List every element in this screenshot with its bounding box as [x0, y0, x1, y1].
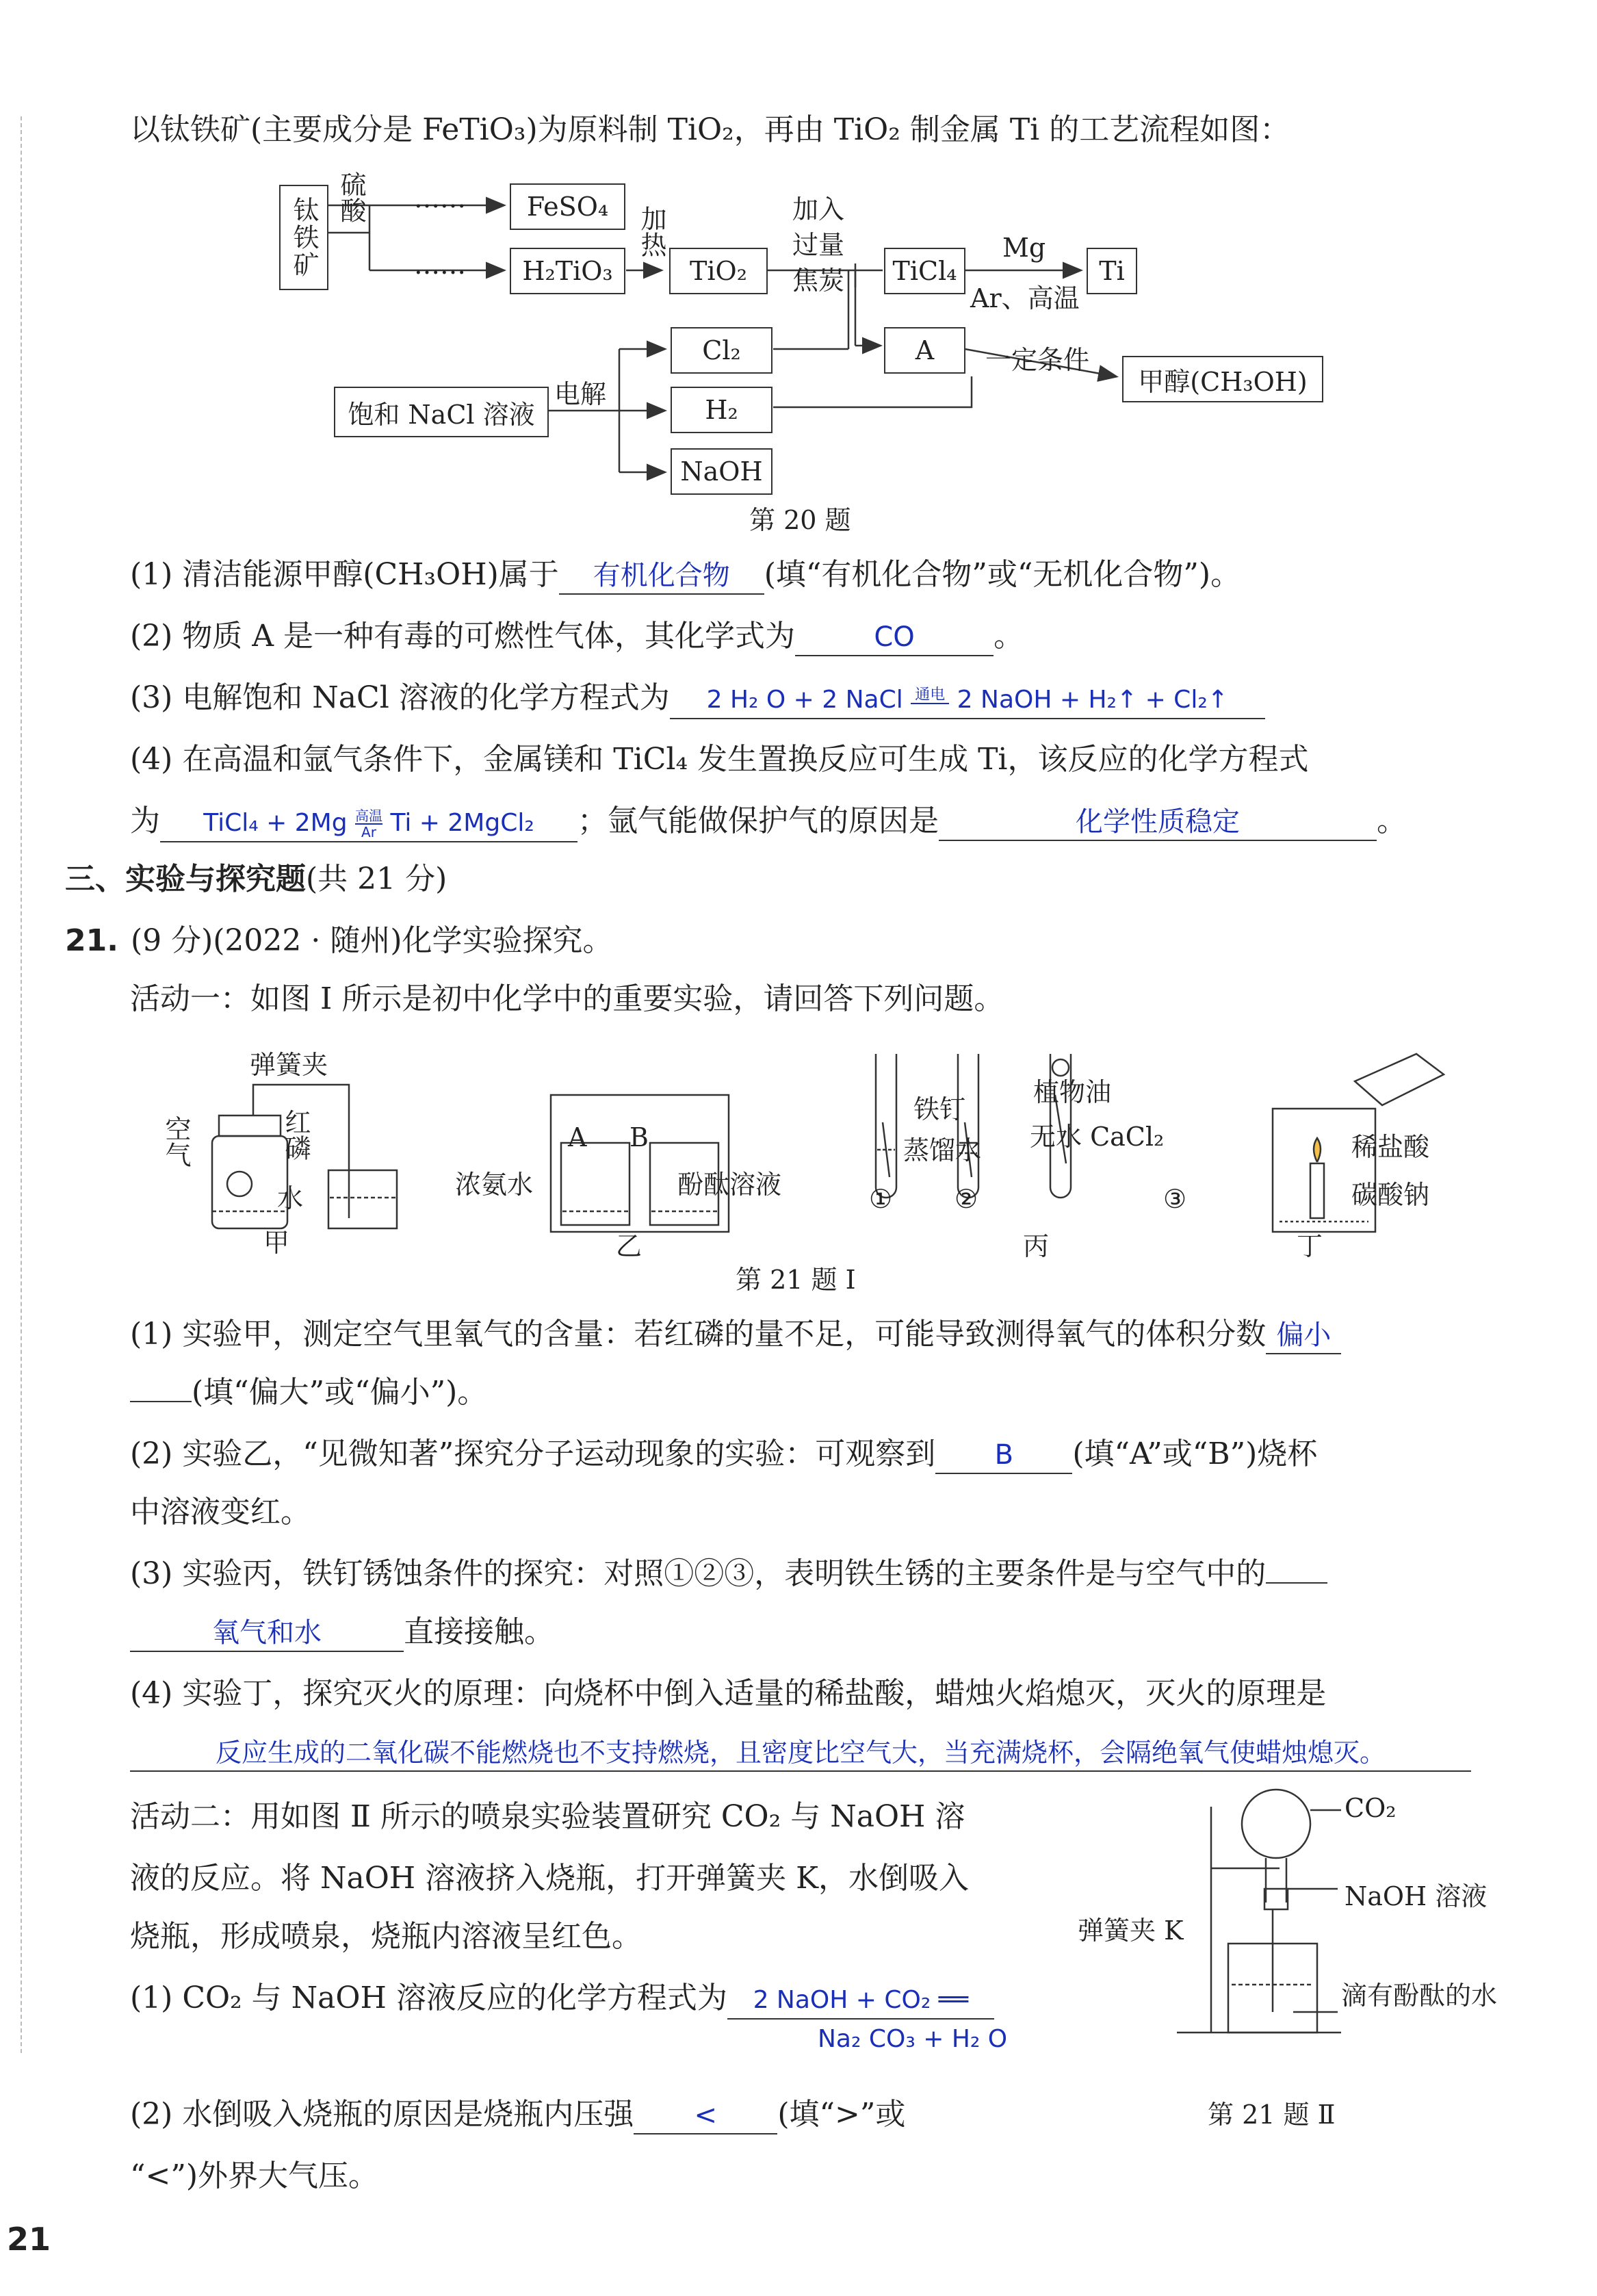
label-yi: 乙 [616, 1231, 642, 1261]
answer-q21-4: 反应生成的二氧化碳不能燃烧也不支持燃烧，且密度比空气大，当充满烧杯，会隔绝氧气使蜡烛熄灭。 [130, 1735, 1471, 1772]
label-tube-1: ① [869, 1184, 893, 1214]
label-acid: 硫酸 [336, 171, 366, 223]
q21-p1: (1) 实验甲，测定空气里氧气的含量：若红磷的量不足，可能导致测得氧气的体积分数 偏小 [130, 1314, 1341, 1355]
label-nail: 铁钉 [913, 1094, 966, 1124]
q21-a2-l2: “<”)外界大气压。 [130, 2158, 379, 2193]
label-hcl: 稀盐酸 [1351, 1132, 1430, 1162]
dots-1: …… [414, 183, 466, 214]
q21-p4: (4) 实验丁，探究灭火的原理：向烧杯中倒入适量的稀盐酸，蜡烛火焰熄灭，灭火的原理是 [130, 1676, 1327, 1711]
q21-a1: (1) CO₂ 与 NaOH 溶液反应的化学方程式为 2 NaOH + CO₂ ══ [130, 1978, 994, 2020]
box-nacl: 饱和 NaCl 溶液 [334, 387, 549, 437]
label-jia: 甲 [263, 1228, 290, 1258]
box-feso4: FeSO₄ [510, 183, 625, 230]
box-methanol: 甲醇(CH₃OH) [1122, 356, 1323, 402]
box-h2: H₂ [671, 387, 772, 433]
label-na2co3: 碳酸钠 [1351, 1180, 1430, 1210]
q21-act1: 活动一：如图 Ⅰ 所示是初中化学中的重要实验，请回答下列问题。 [130, 981, 1004, 1016]
q21-a2: (2) 水倒吸入烧瓶的原因是烧瓶内压强 < (填“>”或 [130, 2094, 905, 2135]
label-mg: Mg [1002, 233, 1046, 263]
label-spring-clip: 弹簧夹 [250, 1050, 328, 1080]
q20-p4-l1: (4) 在高温和氩气条件下，金属镁和 TiCl₄ 发生置换反应可生成 Ti，该反应的化学方程式 [130, 742, 1309, 777]
q20-intro: 以钛铁矿(主要成分是 FeTiO₃)为原料制 TiO₂，再由 TiO₂ 制金属 Ti 的工艺流程如图： [130, 112, 1290, 147]
label-fig2-naoh: NaOH 溶液 [1345, 1881, 1488, 1911]
label-ammonia: 浓氨水 [455, 1170, 534, 1200]
label-cacl2: 无水 CaCl₂ [1030, 1122, 1165, 1152]
label-coke: 加入过量焦炭 [792, 194, 845, 296]
q21-p4-l2 [130, 1731, 1471, 1772]
dots-2: …… [414, 250, 466, 280]
label-tube-2: ② [955, 1184, 978, 1214]
box-cl2: Cl₂ [671, 327, 772, 374]
q21-p2-l2: 中溶液变红。 [130, 1495, 311, 1530]
box-a: A [884, 327, 965, 374]
answer-q20-3: 2 H₂ O + 2 NaCl 通电 2 NaOH + H₂↑ + Cl₂↑ [670, 682, 1265, 719]
label-oil: 植物油 [1033, 1077, 1112, 1107]
label-beaker-a: A [568, 1122, 587, 1152]
answer-q21-a1-top: 2 NaOH + CO₂ ══ [727, 1983, 994, 2020]
q21-p3-l2: 氧气和水 直接接触。 [130, 1612, 554, 1653]
label-tube-3: ③ [1163, 1184, 1187, 1214]
label-electrolysis: 电解 [554, 379, 607, 409]
q21-act2-l3: 烧瓶，形成喷泉，烧瓶内溶液呈红色。 [130, 1919, 642, 1954]
label-condition: 一定条件 [985, 345, 1090, 375]
q20-caption: 第 20 题 [749, 505, 851, 535]
answer-q21-3: 氧气和水 [130, 1615, 404, 1652]
answer-q21-a1-bottom: Na₂ CO₃ + H₂ O [818, 2025, 1008, 2053]
label-fig2-co2: CO₂ [1345, 1793, 1397, 1823]
label-ar: Ar、高温 [970, 283, 1080, 313]
figure-1-caption: 第 21 题 Ⅰ [736, 1265, 856, 1295]
answer-q21-a2: < [634, 2098, 777, 2134]
q20-p3: (3) 电解饱和 NaCl 溶液的化学方程式为 2 H₂ O + 2 NaCl 通电 2 NaOH + H₂↑ + Cl₂↑ [130, 678, 1265, 719]
label-air: 空气 [161, 1115, 191, 1168]
box-h2tio3: H₂TiO₃ [510, 248, 625, 294]
label-ding: 丁 [1297, 1231, 1323, 1261]
label-phenolphthalein: 酚酞溶液 [677, 1170, 782, 1200]
page-number: 21 [7, 2221, 51, 2258]
label-distilled-water: 蒸馏水 [903, 1135, 982, 1165]
q21-act2-l2: 液的反应。将 NaOH 溶液挤入烧瓶，打开弹簧夹 K，水倒吸入 [130, 1861, 970, 1896]
answer-q20-2: CO [795, 619, 994, 656]
label-bing: 丙 [1023, 1231, 1050, 1261]
answer-q20-4b: 化学性质稳定 [939, 804, 1377, 841]
answer-q21-1: 偏小 [1266, 1317, 1341, 1354]
box-ticl4: TiCl₄ [884, 248, 965, 294]
label-heat: 加热 [636, 205, 666, 257]
label-red-phosphorus: 红磷 [281, 1109, 311, 1161]
q20-p4-l2: 为 TiCl₄ + 2Mg 高温 Ar Ti + 2MgCl₂ ；氩气能做保护气的原因是 化学性质稳定 。 [130, 801, 1407, 842]
q21-head: 21. (9 分)(2022 · 随州)化学实验探究。 [65, 923, 613, 958]
q21-act2-l1: 活动二：用如图 Ⅱ 所示的喷泉实验装置研究 CO₂ 与 NaOH 溶 [130, 1799, 965, 1834]
q20-p2: (2) 物质 A 是一种有毒的可燃性气体，其化学式为 CO 。 [130, 616, 1024, 657]
box-tio2: TiO₂ [669, 248, 768, 294]
section-3-title: 三、实验与探究题(共 21 分) [65, 862, 447, 897]
q21-p1-l2: (填“偏大”或“偏小”)。 [130, 1372, 487, 1413]
box-ore: 钛铁矿 [279, 185, 328, 290]
q21-p2: (2) 实验乙，“见微知著”探究分子运动现象的实验：可观察到 B (填“A”或“B”)烧杯 [130, 1434, 1317, 1475]
label-fig2-water: 滴有酚酞的水 [1341, 1981, 1498, 2011]
answer-q21-2: B [935, 1437, 1072, 1474]
margin-line [21, 116, 22, 2053]
box-naoh: NaOH [671, 448, 772, 495]
answer-q20-1: 有机化合物 [559, 558, 764, 595]
q21-p3: (3) 实验丙，铁钉锈蚀条件的探究：对照①②③，表明铁生锈的主要条件是与空气中的 [130, 1553, 1327, 1595]
box-ti: Ti [1087, 248, 1137, 294]
label-fig2-clip: 弹簧夹 K [1078, 1916, 1184, 1946]
figure-2-caption: 第 21 题 Ⅱ [1208, 2100, 1336, 2130]
label-water: 水 [277, 1183, 304, 1213]
answer-q20-4a: TiCl₄ + 2Mg 高温 Ar Ti + 2MgCl₂ [160, 805, 577, 842]
label-beaker-b: B [629, 1122, 649, 1152]
q20-p1: (1) 清洁能源甲醇(CH₃OH)属于 有机化合物 (填“有机化合物”或“无机化合物”)。 [130, 554, 1241, 595]
